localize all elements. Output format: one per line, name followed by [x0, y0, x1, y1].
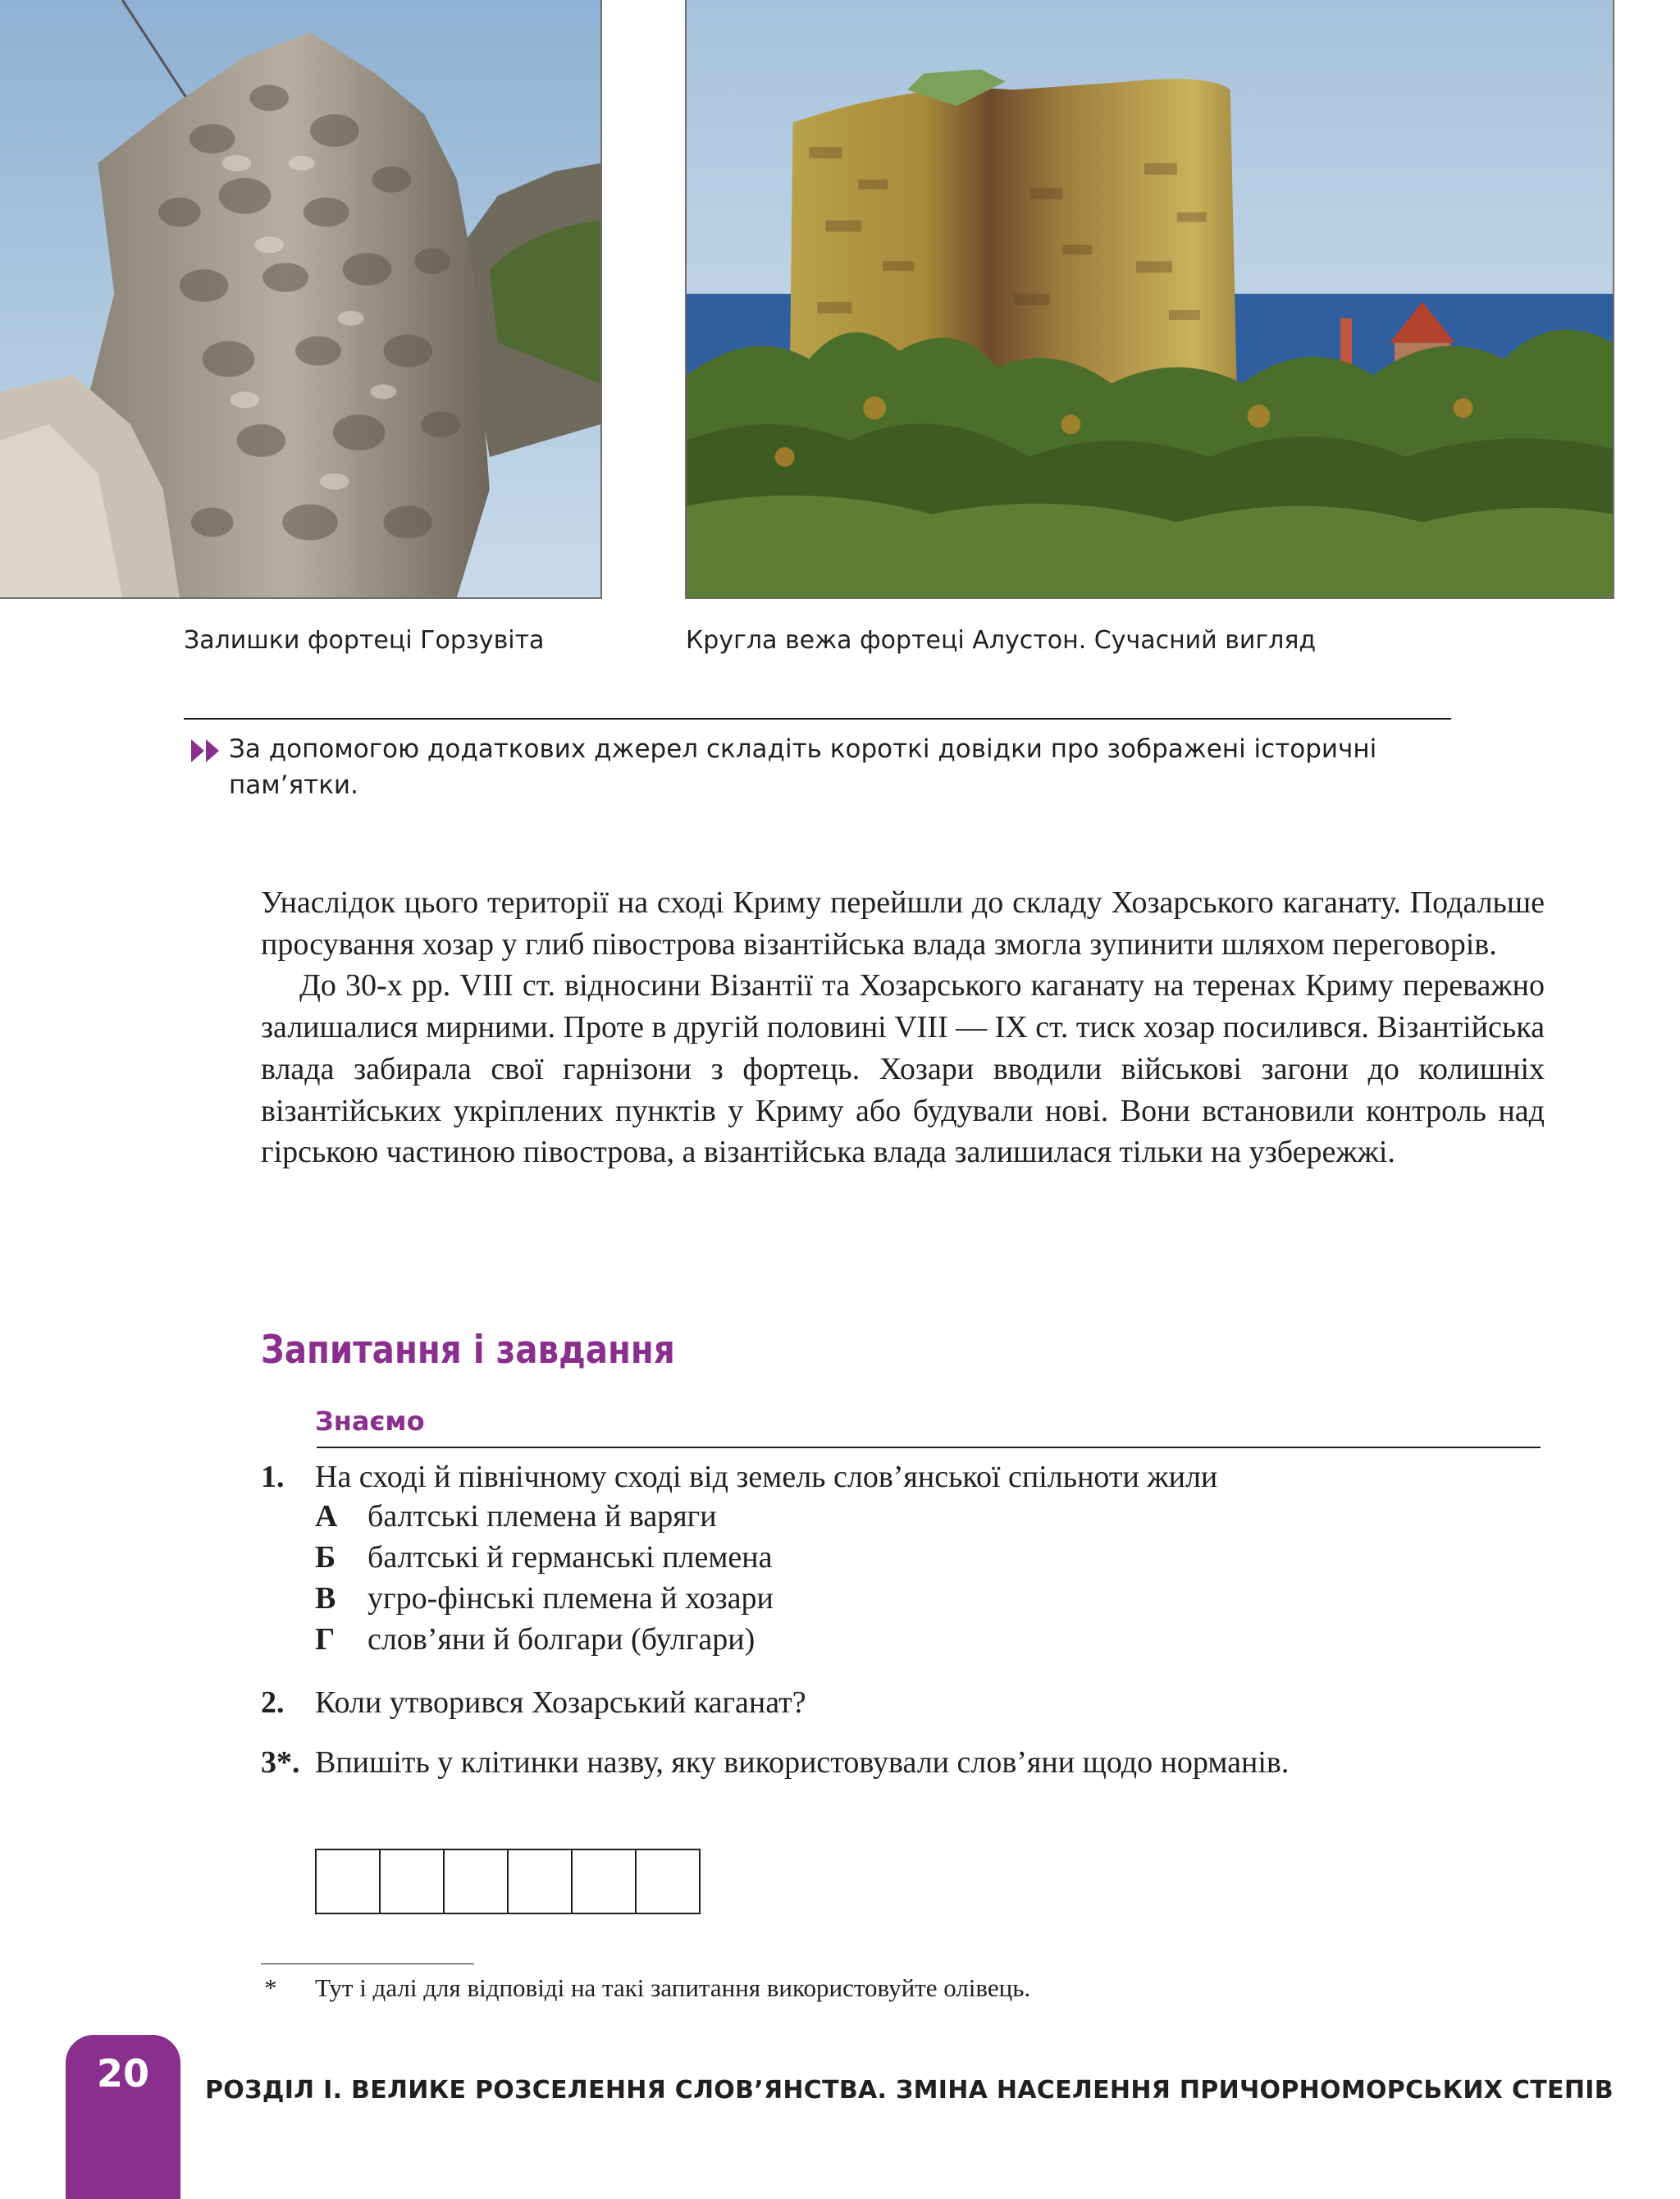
- option-text: угро-фінські племена й хозари: [368, 1581, 774, 1616]
- footnote-text: Тут і далі для відповіді на такі запитання використовуйте олівець.: [315, 1973, 1031, 2002]
- option-letter: А: [315, 1499, 338, 1534]
- page-number: 20: [96, 2051, 149, 2096]
- option-text: слов’яни й болгари (булгари): [368, 1622, 756, 1657]
- photo-aluston-round-tower: [685, 0, 1614, 599]
- answer-cell[interactable]: [315, 1849, 381, 1914]
- option-text: балтські й германські племена: [368, 1540, 773, 1575]
- option-letter: В: [315, 1581, 336, 1616]
- question-number: 1.: [261, 1460, 285, 1494]
- double-arrow-icon: [191, 739, 221, 762]
- body-paragraph: До 30-х рр. VIII ст. відносини Візантії та Хозарського каганату на теренах Криму переважно залишалися мирними. Проте в другій половині VIII — IX ст. тиск хозар посилився. Візантійська влада забирала свої гарнізони з фортець. Хозари вводили військові загони до колишніх візантійських укріплених пунктів у Криму або будували нові. Вони встановили контроль над гірською частиною півострова, а візантійська влада залишилася тільки на узбережжі.: [261, 968, 1545, 1170]
- photo-gorzuvita-fortress-ruins: [0, 0, 602, 599]
- figure-caption-gorzuvita: Залишки фортеці Горзувіта: [184, 626, 545, 655]
- body-text: [261, 882, 1545, 1173]
- body-paragraph: Унаслідок цього території на сході Криму перейшли до складу Хозарського каганату. Подальше просування хозар у глиб півострова візантійська влада змогла зупинити шляхом переговорів.: [261, 885, 1545, 962]
- option-letter: Б: [315, 1540, 336, 1575]
- question-text: На сході й північному сході від земель слов’янської спільноти жили: [315, 1460, 1218, 1494]
- answer-cell[interactable]: [379, 1849, 445, 1914]
- answer-cells: [315, 1849, 699, 1914]
- answer-cell[interactable]: [507, 1849, 573, 1914]
- option-letter: Г: [315, 1622, 336, 1657]
- questions-divider: [317, 1447, 1541, 1448]
- figure-caption-aluston: Кругла вежа фортеці Алустон. Сучасний вигляд: [686, 626, 1317, 655]
- answer-cell[interactable]: [571, 1849, 637, 1914]
- answer-cell[interactable]: [635, 1849, 701, 1914]
- question-text: Впишіть у клітинки назву, яку використовували слов’яни щодо норманів.: [315, 1745, 1290, 1780]
- question-number: 2.: [261, 1685, 285, 1720]
- task-instruction: За допомогою додаткових джерел складіть короткі довідки про зображені історичні пам’ятки.: [229, 734, 1377, 800]
- subsection-title: Знаємо: [315, 1406, 425, 1437]
- section-title: Запитання і завдання: [261, 1328, 675, 1373]
- question-text: Коли утворився Хозарський каганат?: [315, 1685, 806, 1720]
- running-head: РОЗДІЛ І. ВЕЛИКЕ РОЗСЕЛЕННЯ СЛОВ’ЯНСТВА. ЗМІНА НАСЕЛЕННЯ ПРИЧОРНОМОРСЬКИХ СТЕПІВ: [205, 2076, 1614, 2105]
- answer-cell[interactable]: [443, 1849, 509, 1914]
- question-number: 3*.: [261, 1745, 300, 1780]
- task-divider: [184, 718, 1451, 720]
- footnote-marker: *: [264, 1973, 277, 2002]
- option-text: балтські племена й варяги: [368, 1499, 717, 1534]
